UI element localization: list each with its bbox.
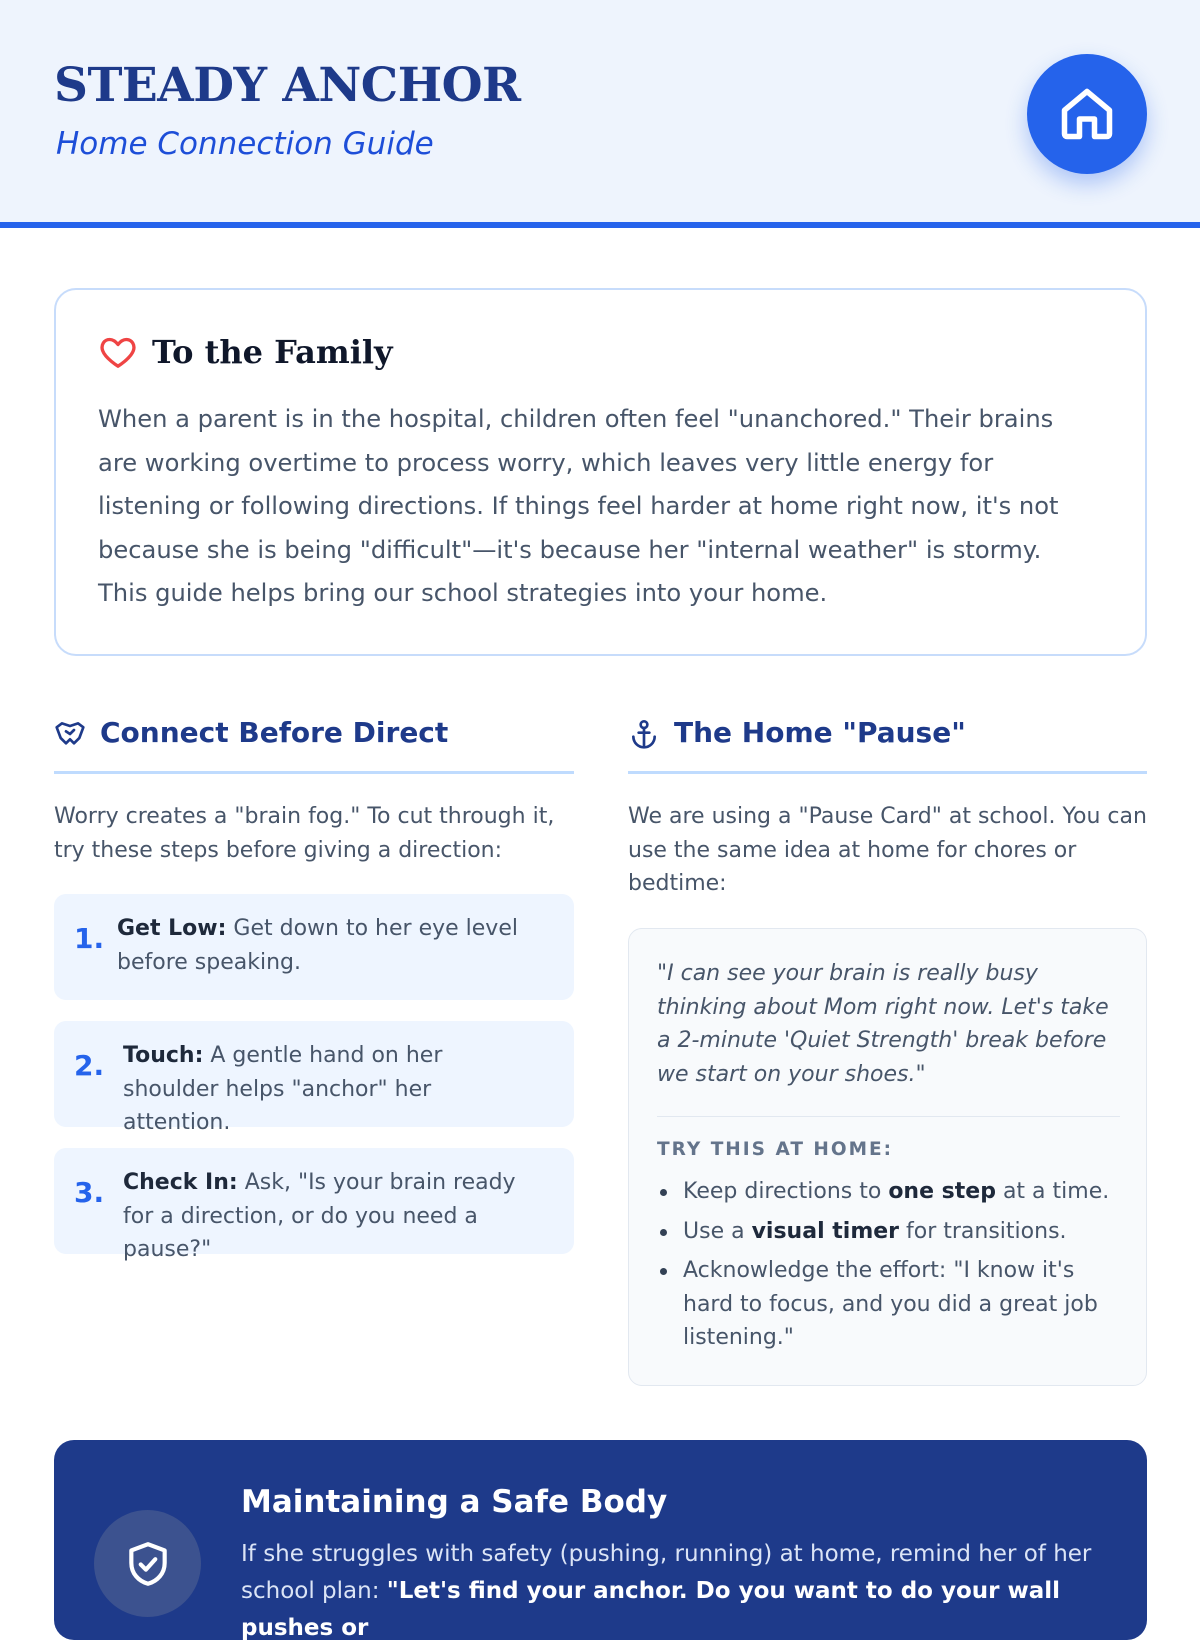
safe-body-text: If she struggles with safety (pushing, running) at home, remind her of her school plan: "Let's find your anchor. Do you want to do your wall pushes or	[241, 1541, 1092, 1640]
step-card-3	[54, 1148, 574, 1262]
divider	[657, 1116, 1120, 1117]
pause-title: The Home "Pause"	[674, 716, 966, 749]
home-button[interactable]	[1027, 54, 1147, 174]
tips-list	[657, 1175, 1127, 1361]
step-number: 3.	[74, 1176, 105, 1209]
list-item: Keep directions to one step at a time.	[657, 1175, 1127, 1209]
step-text: Touch: A gentle hand on her shoulder helps "anchor" her attention.	[123, 1043, 443, 1135]
home-icon	[1057, 84, 1117, 144]
pause-quote: "I can see your brain is really busy thinking about Mom right now. Let's take a 2-minute 'Quiet Strength' break before we start on your shoes."	[657, 961, 1109, 1087]
heart-icon	[98, 332, 138, 372]
family-note-card	[54, 288, 1147, 656]
connect-title: Connect Before Direct	[100, 716, 449, 749]
family-heading	[98, 332, 393, 372]
try-at-home-label: TRY THIS AT HOME:	[657, 1139, 894, 1160]
anchor-icon	[628, 718, 660, 750]
step-number: 1.	[74, 922, 105, 955]
shield-badge	[94, 1510, 201, 1617]
guide-subtitle: Home Connection Guide	[56, 126, 434, 162]
safe-body-title: Maintaining a Safe Body	[241, 1484, 668, 1520]
shield-check-icon	[123, 1539, 173, 1589]
list-item: Use a visual timer for transitions.	[657, 1215, 1127, 1249]
handshake-icon	[54, 718, 86, 750]
pause-intro: We are using a "Pause Card" at school. You can use the same idea at home for chores or bedtime:	[628, 804, 1147, 896]
family-body-text: When a parent is in the hospital, children often feel "unanchored." Their brains are working overtime to process worry, which leaves very little energy for listening or following directions. If things feel harder at home right now, it's not because she is being "difficult"—it's because her "internal weather" is stormy. This guide helps bring our school strategies into your home.	[98, 405, 1059, 607]
connect-intro: Worry creates a "brain fog." To cut through it, try these steps before giving a direction:	[54, 804, 555, 863]
brand-title: STEADY ANCHOR	[54, 58, 521, 113]
connect-section-heading	[54, 712, 574, 774]
step-text: Get Low: Get down to her eye level before speaking.	[117, 916, 518, 975]
step-number: 2.	[74, 1049, 105, 1082]
list-item: Acknowledge the effort: "I know it's hard to focus, and you did a great job listening."	[657, 1254, 1127, 1355]
safe-body-card	[54, 1440, 1147, 1640]
step-card-2	[54, 1021, 574, 1135]
step-card-1	[54, 894, 574, 1000]
pause-section-heading	[628, 712, 1147, 774]
step-text: Check In: Ask, "Is your brain ready for a direction, or do you need a pause?"	[123, 1170, 516, 1262]
pause-card	[628, 928, 1147, 1386]
header-banner	[0, 0, 1200, 228]
family-title: To the Family	[152, 333, 393, 371]
